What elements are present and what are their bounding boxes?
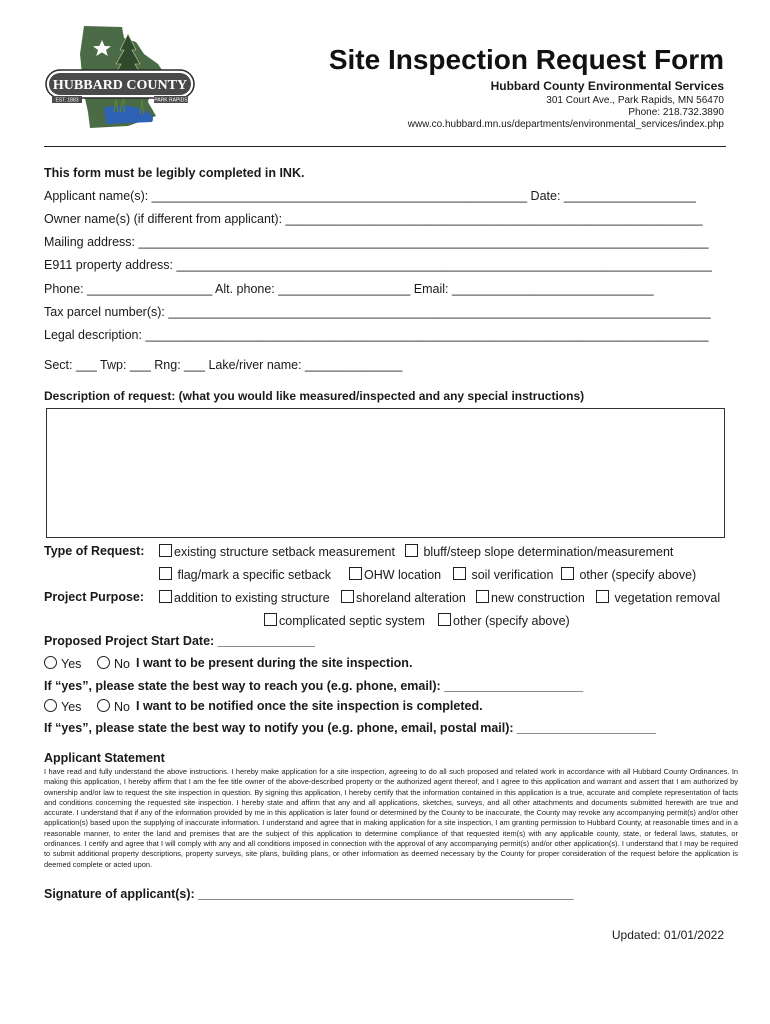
type-bluff-option[interactable]: bluff/steep slope determination/measurement (405, 544, 673, 559)
checkbox[interactable] (476, 590, 489, 603)
type-flag-setback-option[interactable]: flag/mark a specific setback (159, 567, 331, 582)
tax-parcel-field[interactable]: Tax parcel number(s): ______________________________________________________________________________ (44, 305, 711, 319)
present-yes-radio[interactable]: Yes (44, 656, 81, 671)
radio-icon[interactable] (97, 656, 110, 669)
radio-icon[interactable] (44, 656, 57, 669)
logo-seat: PARK RAPIDS (154, 97, 188, 104)
logo-est: EST. 1883 (55, 97, 79, 104)
purpose-shoreland-option[interactable]: shoreland alteration (341, 590, 466, 605)
checkbox[interactable] (159, 567, 172, 580)
checkbox[interactable] (159, 544, 172, 557)
logo-name: HUBBARD COUNTY (52, 78, 188, 93)
updated-date: Updated: 01/01/2022 (611, 928, 724, 942)
ink-instruction: This form must be legibly completed in INK. (44, 166, 305, 180)
project-start-date-field[interactable]: Proposed Project Start Date: ______________ (44, 634, 315, 648)
legal-description-field[interactable]: Legal description: _________________________________________________________________________________ (44, 328, 709, 342)
e911-address-field[interactable]: E911 property address: _____________________________________________________________________________ (44, 258, 712, 272)
project-purpose-label: Project Purpose: (44, 590, 145, 604)
checkbox[interactable] (341, 590, 354, 603)
purpose-other-option[interactable]: other (specify above) (438, 613, 570, 628)
purpose-vegetation-option[interactable]: vegetation removal (596, 590, 720, 605)
phone-email-fields[interactable]: Phone: __________________ Alt. phone: ___________________ Email: _____________________________ (44, 282, 654, 296)
department-website[interactable]: www.co.hubbard.mn.us/departments/environmental_services/index.php (407, 119, 724, 130)
mailing-address-field[interactable]: Mailing address: __________________________________________________________________________________ (44, 235, 709, 249)
purpose-addition-option[interactable]: addition to existing structure (159, 590, 330, 605)
type-existing-setback-option[interactable]: existing structure setback measurement (159, 544, 395, 559)
checkbox[interactable] (405, 544, 418, 557)
purpose-new-construction-option[interactable]: new construction (476, 590, 585, 605)
checkbox[interactable] (438, 613, 451, 626)
applicant-name-field[interactable]: Applicant name(s): ______________________________________________________ Date: ___________________ (44, 189, 696, 203)
type-other-option[interactable]: other (specify above) (561, 567, 696, 582)
type-soil-option[interactable]: soil verification (453, 567, 553, 582)
department-name: Hubbard County Environmental Services (490, 79, 724, 93)
checkbox[interactable] (159, 590, 172, 603)
checkbox[interactable] (349, 567, 362, 580)
department-address: 301 Court Ave., Park Rapids, MN 56470 (546, 95, 724, 106)
page-title: Site Inspection Request Form (328, 44, 724, 75)
present-no-radio[interactable]: No (97, 656, 130, 671)
notified-contact-field[interactable]: If “yes”, please state the best way to notify you (e.g. phone, email, postal mail): ____________________ (44, 721, 657, 735)
present-statement: I want to be present during the site inspection. (136, 656, 413, 670)
department-phone: Phone: 218.732.3890 (628, 107, 724, 118)
owner-name-field[interactable]: Owner name(s) (if different from applicant): ____________________________________________________________ (44, 212, 703, 226)
signature-field[interactable]: Signature of applicant(s): ______________________________________________________ (44, 887, 574, 901)
notified-yes-radio[interactable]: Yes (44, 699, 81, 714)
checkbox[interactable] (561, 567, 574, 580)
checkbox[interactable] (264, 613, 277, 626)
notified-statement: I want to be notified once the site inspection is completed. (136, 699, 483, 713)
type-of-request-label: Type of Request: (44, 544, 145, 558)
checkbox[interactable] (596, 590, 609, 603)
header-divider (44, 146, 726, 147)
description-textbox[interactable] (46, 408, 725, 538)
description-label: Description of request: (what you would like measured/inspected and any special instructions) (44, 389, 585, 403)
applicant-statement-heading: Applicant Statement (44, 751, 165, 765)
checkbox[interactable] (453, 567, 466, 580)
radio-icon[interactable] (97, 699, 110, 712)
notified-no-radio[interactable]: No (97, 699, 130, 714)
applicant-statement-text: I have read and fully understand the above instructions. I hereby make application for a site inspection, agreeing to do all such proposed and related work in accordance with all Hubbard County Ordinances. In making this application, I hereby affirm that I am the fee title owner of the above-described property or the authorized agent thereof, and I agree to this application and warrant and assert that I am authorized by ownership and/or law to request the site inspection in question. By signing this application, I hereby certify that the information contained in this application is a true, accurate and complete representation of facts and conditions concerning the requested site inspection. I hereby state and affirm that any and all applications, sketches, surveys, and all other attachments and documents submitted herewith are true and accurate. I understand that if any of the information provided by me in this application is later found or determined by the County to be inaccurate, the County may revoke any accompanying permit(s) and/or other application(s) based upon the supplying of inaccurate information. I understand and agree that in making application for a site inspection, I am granting permission to Hubbard County, at reasonable times and in a reasonable manner, to enter the land and premises that are the subject of this application to determine compliance of that requested item(s) with any applicable county, state, or federal laws, statutes, or ordinances. I certify and agree that I will comply with any and all conditions imposed in connection with the approval of any accompanying permit(s) and/or other application(s). I understand that I may be required to submit additional property descriptions, property surveys, site plans, building plans, or other information as deemed necessary by the County for proper consideration of the request before the application is deemed complete or acted upon. (44, 767, 738, 869)
type-ohw-option[interactable]: OHW location (349, 567, 441, 582)
present-contact-field[interactable]: If “yes”, please state the best way to reach you (e.g. phone, email): ____________________ (44, 679, 584, 693)
purpose-septic-option[interactable]: complicated septic system (264, 613, 425, 628)
sect-twp-rng-field[interactable]: Sect: ___ Twp: ___ Rng: ___ Lake/river name: ______________ (44, 358, 403, 372)
radio-icon[interactable] (44, 699, 57, 712)
hubbard-county-logo (44, 24, 196, 130)
